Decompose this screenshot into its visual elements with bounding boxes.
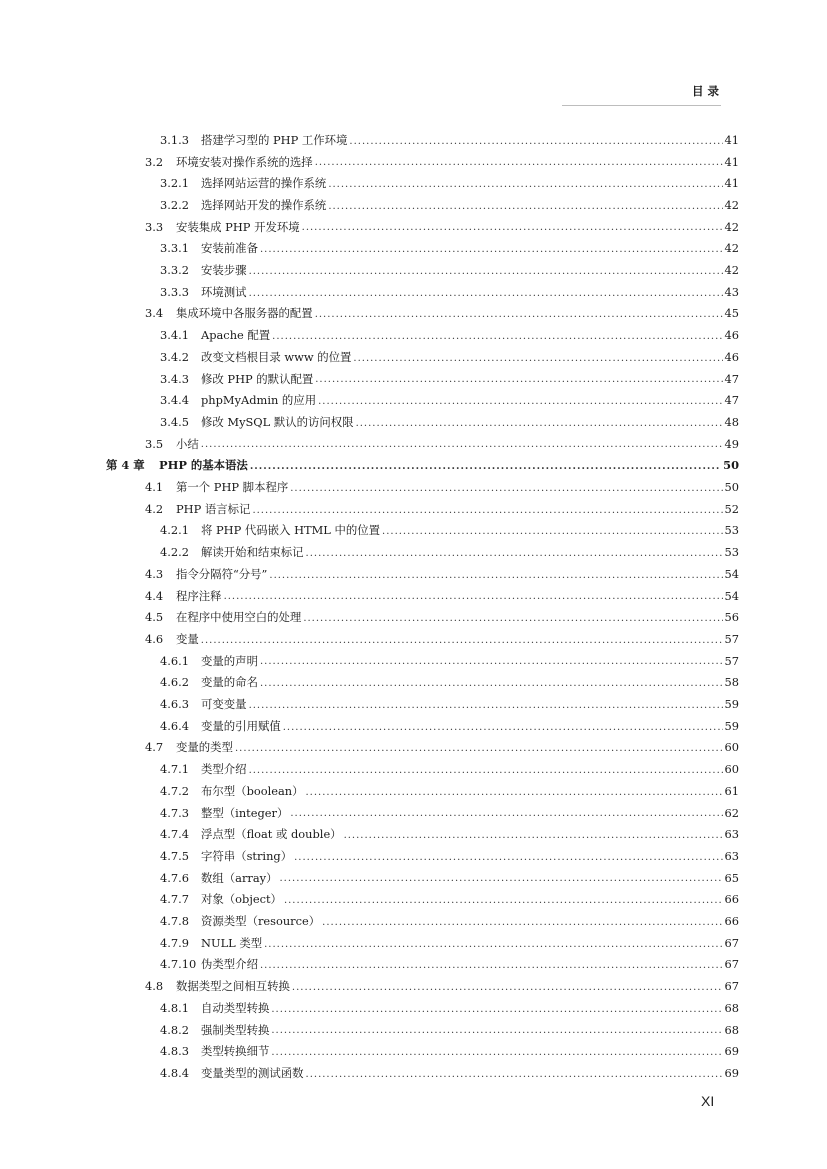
toc-entry-page: 65: [724, 870, 739, 885]
toc-entry-page: 69: [724, 1065, 739, 1080]
toc-entry-number: 4.8.3: [160, 1044, 189, 1059]
toc-entry-number: 3.4.1: [160, 328, 189, 343]
toc-entry-title: PHP 语言标记: [176, 501, 251, 516]
toc-entry-page: 59: [724, 697, 739, 712]
toc-entry[interactable]: [160, 129, 739, 151]
toc-entry-title: 解读开始和结束标记: [201, 545, 304, 560]
toc-entry[interactable]: [145, 737, 739, 759]
toc-entry[interactable]: [160, 758, 739, 780]
toc-entry-number: 4.8.2: [160, 1022, 189, 1037]
toc-entry[interactable]: [145, 476, 739, 498]
toc-entry-number: 4.7.7: [160, 892, 189, 907]
toc-entry-number: 4.7.6: [160, 870, 189, 885]
toc-leader-dots: [356, 411, 723, 433]
toc-entry[interactable]: [145, 606, 739, 628]
toc-leader-dots: [250, 455, 721, 477]
toc-entry-page: 42: [724, 263, 739, 278]
toc-entry-title: 改变文档根目录 www 的位置: [201, 349, 352, 364]
toc-entry-number: 3.2.2: [160, 197, 189, 212]
toc-entry-page: 63: [724, 848, 739, 863]
toc-leader-dots: [328, 172, 722, 194]
toc-entry-number: 4.3: [145, 566, 164, 581]
toc-entry-page: 41: [724, 132, 739, 147]
toc-entry[interactable]: [160, 1040, 739, 1062]
toc-entry-number: 4.6.4: [160, 718, 189, 733]
toc-entry-number: 3.5: [145, 436, 164, 451]
toc-entry[interactable]: [160, 259, 739, 281]
toc-entry-number: 3.3.2: [160, 263, 189, 278]
toc-entry-number: 4.4: [145, 588, 164, 603]
toc-entry-number: 4.6: [145, 631, 164, 646]
toc-leader-dots: [353, 346, 722, 368]
toc-entry[interactable]: [160, 389, 739, 411]
toc-leader-dots: [284, 889, 723, 911]
toc-entry[interactable]: [160, 346, 739, 368]
toc-leader-dots: [290, 802, 722, 824]
toc-entry-title: 布尔型（boolean）: [201, 783, 304, 798]
toc-entry[interactable]: [145, 563, 739, 585]
toc-entry[interactable]: [160, 910, 739, 932]
toc-entry-page: 45: [724, 306, 739, 321]
toc-leader-dots: [283, 715, 723, 737]
toc-leader-dots: [328, 194, 722, 216]
toc-entry-title: 数据类型之间相互转换: [176, 979, 290, 994]
toc-entry-page: 68: [724, 1022, 739, 1037]
toc-entry-title: 可变变量: [201, 697, 247, 712]
toc-entry-page: 69: [724, 1044, 739, 1059]
toc-entry-title: 环境测试: [201, 284, 247, 299]
toc-leader-dots: [306, 541, 723, 563]
toc-entry-title: 修改 MySQL 默认的访问权限: [201, 414, 354, 429]
toc-entry[interactable]: [145, 975, 739, 997]
toc-entry-page: 48: [724, 414, 739, 429]
toc-leader-dots: [292, 975, 723, 997]
toc-entry[interactable]: [160, 541, 739, 563]
toc-entry-number: 4.8.4: [160, 1065, 189, 1080]
toc-entry[interactable]: [145, 151, 739, 173]
toc-entry-title: 变量: [176, 631, 199, 646]
toc-leader-dots: [224, 585, 723, 607]
toc-entry-number: 4.7.10: [160, 957, 197, 972]
toc-entry-page: 56: [724, 610, 739, 625]
toc-entry-number: 3.2.1: [160, 176, 189, 191]
toc-leader-dots: [315, 151, 723, 173]
toc-entry[interactable]: [160, 1062, 739, 1084]
toc-entry-page: 47: [724, 371, 739, 386]
toc-leader-dots: [260, 672, 723, 694]
toc-entry[interactable]: [145, 585, 739, 607]
toc-entry[interactable]: [160, 172, 739, 194]
toc-entry-number: 4.7.5: [160, 848, 189, 863]
toc-entry-number: 4.7.4: [160, 827, 189, 842]
toc-entry-number: 3.4.4: [160, 393, 189, 408]
toc-entry-title: 伪类型介绍: [201, 957, 258, 972]
toc-entry-page: 43: [724, 284, 739, 299]
toc-entry-number: 3.4: [145, 306, 164, 321]
toc-entry-number: 4.2: [145, 501, 164, 516]
toc-entry[interactable]: [160, 932, 739, 954]
toc-entry-title: 安装步骤: [201, 263, 247, 278]
toc-entry-page: 46: [724, 349, 739, 364]
toc-entry-title: 集成环境中各服务器的配置: [176, 306, 313, 321]
toc-entry-title: 在程序中使用空白的处理: [176, 610, 302, 625]
toc-entry-number: 4.7.1: [160, 762, 189, 777]
toc-entry-page: 60: [724, 762, 739, 777]
toc-entry[interactable]: [145, 498, 739, 520]
toc-entry-page: 57: [724, 631, 739, 646]
toc-leader-dots: [271, 1040, 722, 1062]
toc-entry-page: 60: [724, 740, 739, 755]
toc-entry-page: 53: [724, 545, 739, 560]
toc-leader-dots: [201, 628, 723, 650]
toc-entry-number: 4.7.3: [160, 805, 189, 820]
toc-entry[interactable]: [160, 780, 739, 802]
toc-entry-title: 变量类型的测试函数: [201, 1065, 304, 1080]
toc-entry-page: 67: [724, 935, 739, 950]
toc-entry[interactable]: [160, 889, 739, 911]
toc-entry-title: NULL 类型: [201, 935, 263, 950]
toc-leader-dots: [305, 780, 722, 802]
toc-leader-dots: [235, 737, 723, 759]
toc-entry-page: 42: [724, 241, 739, 256]
toc-entry-title: 资源类型（resource）: [201, 914, 321, 929]
toc-entry-page: 54: [724, 566, 739, 581]
toc-entry[interactable]: [160, 324, 739, 346]
toc-leader-dots: [252, 498, 722, 520]
toc-leader-dots: [201, 433, 723, 455]
toc-entry-title: 将 PHP 代码嵌入 HTML 中的位置: [201, 523, 381, 538]
toc-entry-title: 搭建学习型的 PHP 工作环境: [201, 132, 348, 147]
toc-entry[interactable]: [160, 954, 739, 976]
toc-entry-page: 57: [724, 653, 739, 668]
toc-leader-dots: [272, 324, 722, 346]
toc-leader-dots: [271, 1019, 722, 1041]
toc-entry-number: 4.8.1: [160, 1000, 189, 1015]
toc-entry-title: 变量的声明: [201, 653, 258, 668]
toc-entry-number: 4.5: [145, 610, 164, 625]
toc-entry-page: 50: [723, 458, 739, 473]
toc-entry[interactable]: [160, 867, 739, 889]
toc-entry-title: 指令分隔符“分号”: [176, 566, 268, 581]
toc-entry-title: 安装集成 PHP 开发环境: [176, 219, 300, 234]
toc-entry-number: 4.7.9: [160, 935, 189, 950]
toc-entry-page: 49: [724, 436, 739, 451]
running-header-title: 目录: [692, 84, 723, 98]
toc-entry-title: 自动类型转换: [201, 1000, 270, 1015]
toc-leader-dots: [322, 910, 722, 932]
toc-leader-dots: [382, 520, 722, 542]
toc-entry-page: 42: [724, 197, 739, 212]
toc-leader-dots: [271, 997, 722, 1019]
toc-leader-dots: [279, 867, 722, 889]
toc-leader-dots: [249, 758, 723, 780]
toc-leader-dots: [249, 693, 723, 715]
toc-entry[interactable]: [160, 411, 739, 433]
toc-entry-number: 4.1: [145, 480, 164, 495]
toc-leader-dots: [315, 303, 723, 325]
toc-entry-page: 67: [724, 957, 739, 972]
toc-entry[interactable]: [160, 281, 739, 303]
toc-leader-dots: [260, 650, 723, 672]
toc-entry-title: 类型转换细节: [201, 1044, 270, 1059]
toc-entry-page: 42: [724, 219, 739, 234]
toc-entry-number: 4.2.1: [160, 523, 189, 538]
toc-entry[interactable]: [160, 1019, 739, 1041]
toc-entry-number: 4.6.1: [160, 653, 189, 668]
toc-leader-dots: [318, 389, 722, 411]
toc-entry-page: 67: [724, 979, 739, 994]
toc-entry-title: 对象（object）: [201, 892, 282, 907]
toc-entry-number: 第 4 章: [106, 458, 145, 473]
toc-entry-number: 4.7.8: [160, 914, 189, 929]
toc-entry-page: 47: [724, 393, 739, 408]
toc-leader-dots: [306, 1062, 723, 1084]
toc-entry-number: 3.4.5: [160, 414, 189, 429]
toc-entry[interactable]: [160, 823, 739, 845]
page-number: XI: [701, 1093, 715, 1109]
toc-entry[interactable]: [145, 628, 739, 650]
toc-entry[interactable]: [160, 693, 739, 715]
toc-entry-number: 3.4.3: [160, 371, 189, 386]
toc-entry-title: 修改 PHP 的默认配置: [201, 371, 314, 386]
toc-entry[interactable]: [160, 672, 739, 694]
toc-entry-number: 3.4.2: [160, 349, 189, 364]
toc-entry[interactable]: [160, 715, 739, 737]
toc-entry-number: 3.1.3: [160, 132, 189, 147]
toc-entry-title: 安装前准备: [201, 241, 258, 256]
toc-entry-page: 63: [724, 827, 739, 842]
toc-entry[interactable]: [145, 303, 739, 325]
toc-leader-dots: [249, 259, 723, 281]
toc-entry-page: 68: [724, 1000, 739, 1015]
toc-leader-dots: [344, 823, 723, 845]
toc-entry[interactable]: [145, 433, 739, 455]
toc-entry-title: Apache 配置: [201, 328, 271, 343]
toc-entry-title: 小结: [176, 436, 199, 451]
toc-entry-title: PHP 的基本语法: [159, 458, 248, 473]
toc-entry-page: 62: [724, 805, 739, 820]
toc-entry-number: 3.3.3: [160, 284, 189, 299]
toc-entry-page: 52: [724, 501, 739, 516]
toc-chapter-entry[interactable]: [106, 455, 739, 477]
toc-entry-page: 50: [724, 480, 739, 495]
toc-entry-page: 58: [724, 675, 739, 690]
toc-leader-dots: [302, 216, 723, 238]
toc-leader-dots: [315, 368, 722, 390]
toc-leader-dots: [260, 238, 723, 260]
toc-entry[interactable]: [160, 194, 739, 216]
toc-entry-title: 数组（array）: [201, 870, 278, 885]
toc-entry-page: 53: [724, 523, 739, 538]
header-rule: [562, 105, 721, 106]
toc-entry-number: 4.6.2: [160, 675, 189, 690]
toc-entry-page: 46: [724, 328, 739, 343]
toc-entry[interactable]: [145, 216, 739, 238]
toc-entry-number: 4.7.2: [160, 783, 189, 798]
toc-leader-dots: [349, 129, 722, 151]
toc-entry[interactable]: [160, 650, 739, 672]
toc-entry-page: 61: [724, 783, 739, 798]
toc-entry-page: 66: [724, 892, 739, 907]
toc-entry-page: 66: [724, 914, 739, 929]
toc-entry-page: 54: [724, 588, 739, 603]
toc-entry-title: 变量的类型: [176, 740, 233, 755]
toc-leader-dots: [269, 563, 722, 585]
toc-entry-title: 强制类型转换: [201, 1022, 270, 1037]
toc-entry-page: 41: [724, 154, 739, 169]
toc-entry[interactable]: [160, 997, 739, 1019]
toc-entry-title: 环境安装对操作系统的选择: [176, 154, 313, 169]
toc-entry[interactable]: [160, 238, 739, 260]
toc-entry-number: 4.8: [145, 979, 164, 994]
toc-entry-number: 3.3.1: [160, 241, 189, 256]
toc-entry-number: 3.2: [145, 154, 164, 169]
toc-entry-number: 4.2.2: [160, 545, 189, 560]
toc-entry-title: 变量的命名: [201, 675, 258, 690]
toc-entry-number: 4.7: [145, 740, 164, 755]
toc-entry-title: 第一个 PHP 脚本程序: [176, 480, 289, 495]
toc-leader-dots: [294, 845, 722, 867]
toc-leader-dots: [290, 476, 722, 498]
toc-entry-title: 浮点型（float 或 double）: [201, 827, 342, 842]
toc-entry-title: 选择网站开发的操作系统: [201, 197, 327, 212]
toc-entry[interactable]: [160, 520, 739, 542]
toc-entry-title: 字符串（string）: [201, 848, 293, 863]
toc-leader-dots: [303, 606, 722, 628]
toc-entry-title: 程序注释: [176, 588, 222, 603]
toc-leader-dots: [249, 281, 723, 303]
toc-entry-number: 3.3: [145, 219, 164, 234]
toc-entry-title: phpMyAdmin 的应用: [201, 393, 317, 408]
toc-entry[interactable]: [160, 802, 739, 824]
toc-entry-page: 59: [724, 718, 739, 733]
toc-entry-title: 选择网站运营的操作系统: [201, 176, 327, 191]
toc-leader-dots: [264, 932, 722, 954]
toc-entry-number: 4.6.3: [160, 697, 189, 712]
toc-entry[interactable]: [160, 845, 739, 867]
toc-entry-title: 整型（integer）: [201, 805, 289, 820]
toc-entry-title: 变量的引用赋值: [201, 718, 281, 733]
toc-entry[interactable]: [160, 368, 739, 390]
toc-entry-page: 41: [724, 176, 739, 191]
toc-leader-dots: [260, 954, 723, 976]
toc-entry-title: 类型介绍: [201, 762, 247, 777]
